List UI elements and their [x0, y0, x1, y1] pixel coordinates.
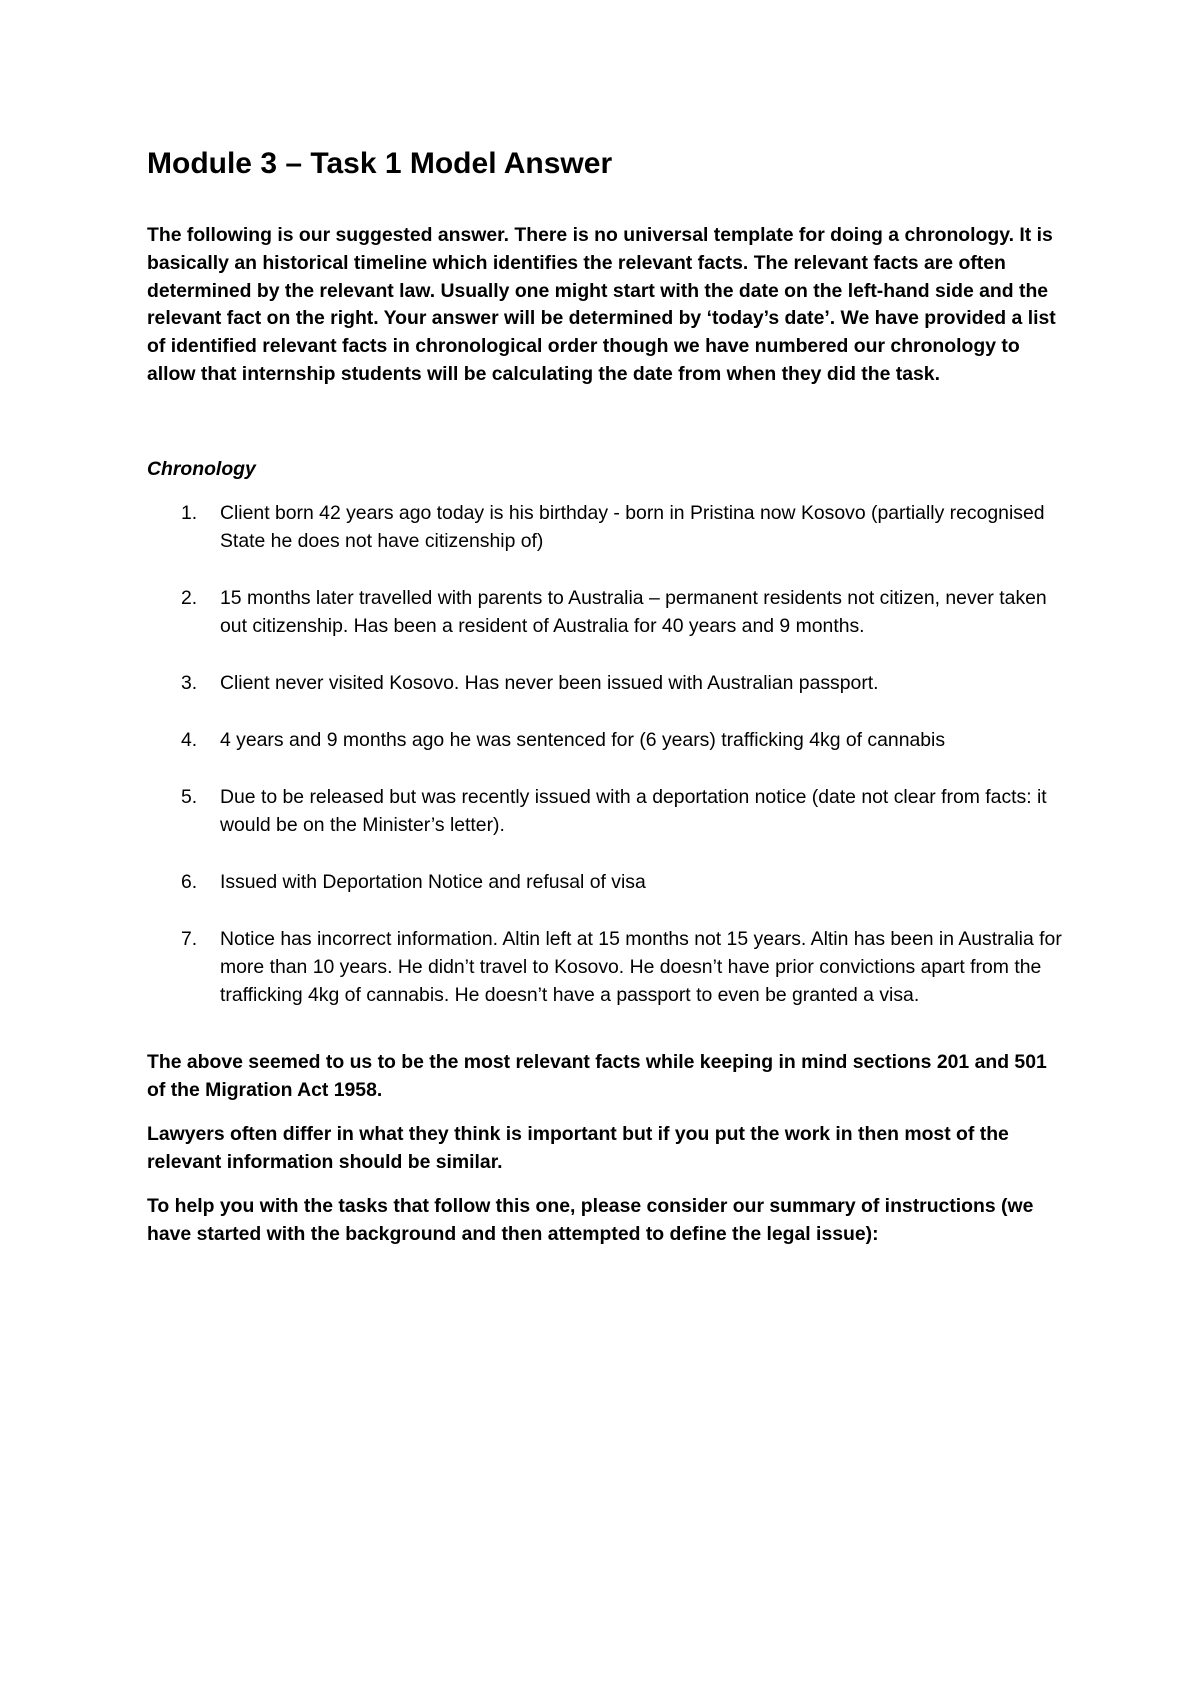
closing-paragraph-instructions: To help you with the tasks that follow this one, please consider our summary of instructions (we have started with the background and then attempted to define the legal issue):	[147, 1194, 1034, 1245]
list-item-text: Client born 42 years ago today is his birthday - born in Pristina now Kosovo (partially recognised State he does not have citizenship of)	[220, 501, 1045, 552]
list-item-text: Notice has incorrect information. Altin left at 15 months not 15 years. Altin has been in Australia for more than 10 years. He didn’t travel to Kosovo. He doesn’t have prior convictions apart from the trafficking 4kg of cannabis. He doesn’t have a passport to even be granted a visa.	[220, 927, 1062, 1006]
list-item-number: 3.	[181, 671, 198, 694]
list-item-number: 7.	[181, 927, 198, 950]
list-item-text: Issued with Deportation Notice and refusal of visa	[220, 870, 646, 893]
list-item-number: 4.	[181, 728, 198, 751]
list-item	[147, 868, 1067, 896]
list-item-number: 5.	[181, 785, 198, 808]
page-title: Module 3 – Task 1 Model Answer	[147, 147, 613, 180]
list-item	[147, 669, 1067, 697]
closing-paragraph-lawyers: Lawyers often differ in what they think is important but if you put the work in then most of the relevant information should be similar.	[147, 1122, 1009, 1173]
document-page	[147, 140, 1067, 1248]
list-item-text: Due to be released but was recently issued with a deportation notice (date not clear from facts: it would be on the Minister’s letter).	[220, 785, 1047, 836]
list-item-text: Client never visited Kosovo. Has never been issued with Australian passport.	[220, 671, 879, 694]
list-item-number: 6.	[181, 870, 198, 893]
list-item-text: 4 years and 9 months ago he was sentenced for (6 years) trafficking 4kg of cannabis	[220, 728, 946, 751]
list-item	[147, 726, 1067, 754]
list-item-text: 15 months later travelled with parents to Australia – permanent residents not citizen, never taken out citizenship. Has been a resident of Australia for 40 years and 9 months.	[220, 586, 1047, 637]
chronology-heading: Chronology	[147, 457, 256, 480]
list-item	[147, 584, 1067, 640]
list-item	[147, 499, 1067, 555]
intro-paragraph: The following is our suggested answer. There is no universal template for doing a chronology. It is basically an historical timeline which identifies the relevant facts. The relevant facts are often determined by the relevant law. Usually one might start with the date on the left-hand side and the relevant fact on the right. Your answer will be determined by ‘today’s date’. We have provided a list of identified relevant facts in chronological order though we have numbered our chronology to allow that internship students will be calculating the date from when they did the task.	[147, 224, 1056, 385]
closing-paragraph-relevant-facts: The above seemed to us to be the most relevant facts while keeping in mind sections 201 and 501 of the Migration Act 1958.	[147, 1050, 1047, 1101]
list-item-number: 1.	[181, 501, 198, 524]
chronology-list	[147, 499, 1067, 1009]
list-item	[147, 783, 1067, 839]
list-item-number: 2.	[181, 586, 198, 609]
list-item	[147, 925, 1067, 1009]
